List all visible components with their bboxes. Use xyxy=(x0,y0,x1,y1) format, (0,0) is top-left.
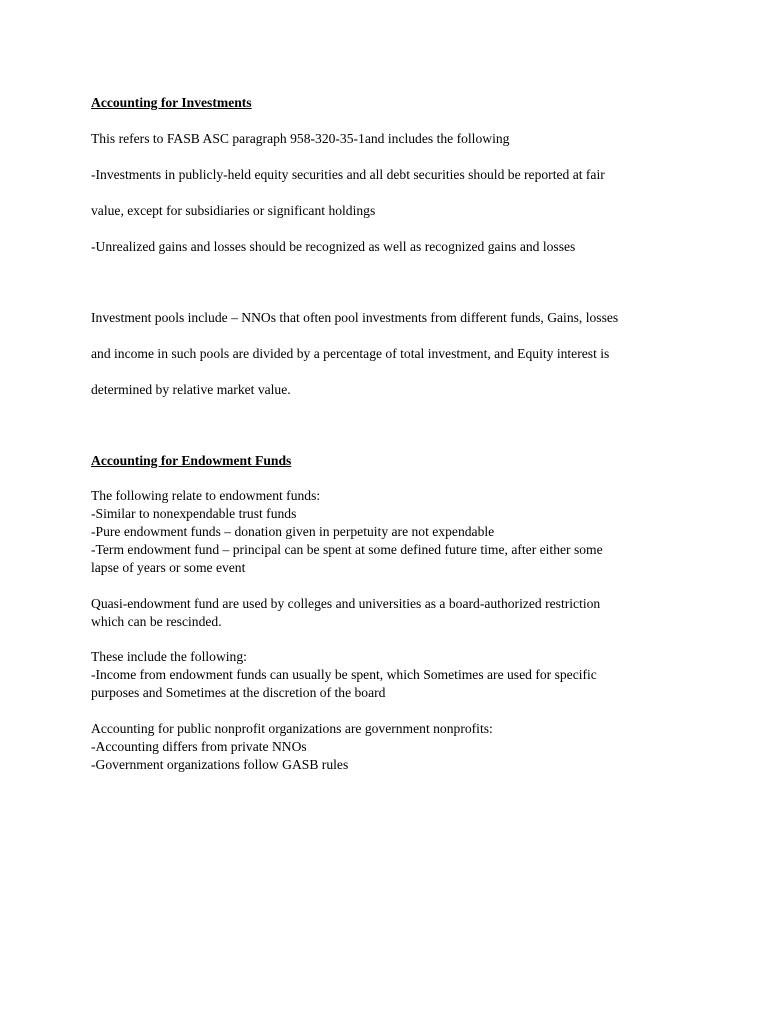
heading-accounting-for-endowment-funds: Accounting for Endowment Funds xyxy=(91,453,292,468)
paragraph-pools-line-2: and income in such pools are divided by a percentage of total investment, and Equity interest is xyxy=(91,346,610,361)
paragraph-pools-line-1: Investment pools include – NNOs that often pool investments from different funds, Gains, losses xyxy=(91,310,619,325)
heading-accounting-for-investments: Accounting for Investments xyxy=(91,95,252,110)
bullet-unrealized-gains: -Unrealized gains and losses should be recognized as well as recognized gains and losses xyxy=(91,239,576,254)
bullet-investments-line-2: value, except for subsidiaries or significant holdings xyxy=(91,203,376,218)
these-include-line: purposes and Sometimes at the discretion of the board xyxy=(91,685,386,700)
paragraph-intro: This refers to FASB ASC paragraph 958-320-35-1and includes the following xyxy=(91,131,510,146)
quasi-endowment-line: which can be rescinded. xyxy=(91,614,222,629)
endowment-line: lapse of years or some event xyxy=(91,560,246,575)
public-nonprofit-line: -Government organizations follow GASB rules xyxy=(91,757,349,772)
bullet-investments-line-1: -Investments in publicly-held equity securities and all debt securities should be reported at fair xyxy=(91,167,605,182)
these-include-line: -Income from endowment funds can usually be spent, which Sometimes are used for specific xyxy=(91,667,597,682)
endowment-line: The following relate to endowment funds: xyxy=(91,488,321,503)
endowment-line: -Pure endowment funds – donation given in perpetuity are not expendable xyxy=(91,524,495,539)
these-include-line: These include the following: xyxy=(91,649,247,664)
quasi-endowment-line: Quasi-endowment fund are used by colleges and universities as a board-authorized restriction xyxy=(91,596,601,611)
paragraph-pools-line-3: determined by relative market value. xyxy=(91,382,291,397)
endowment-line: -Term endowment fund – principal can be spent at some defined future time, after either some xyxy=(91,542,603,557)
public-nonprofit-line: -Accounting differs from private NNOs xyxy=(91,739,307,754)
endowment-line: -Similar to nonexpendable trust funds xyxy=(91,506,297,521)
public-nonprofit-line: Accounting for public nonprofit organizations are government nonprofits: xyxy=(91,721,493,736)
